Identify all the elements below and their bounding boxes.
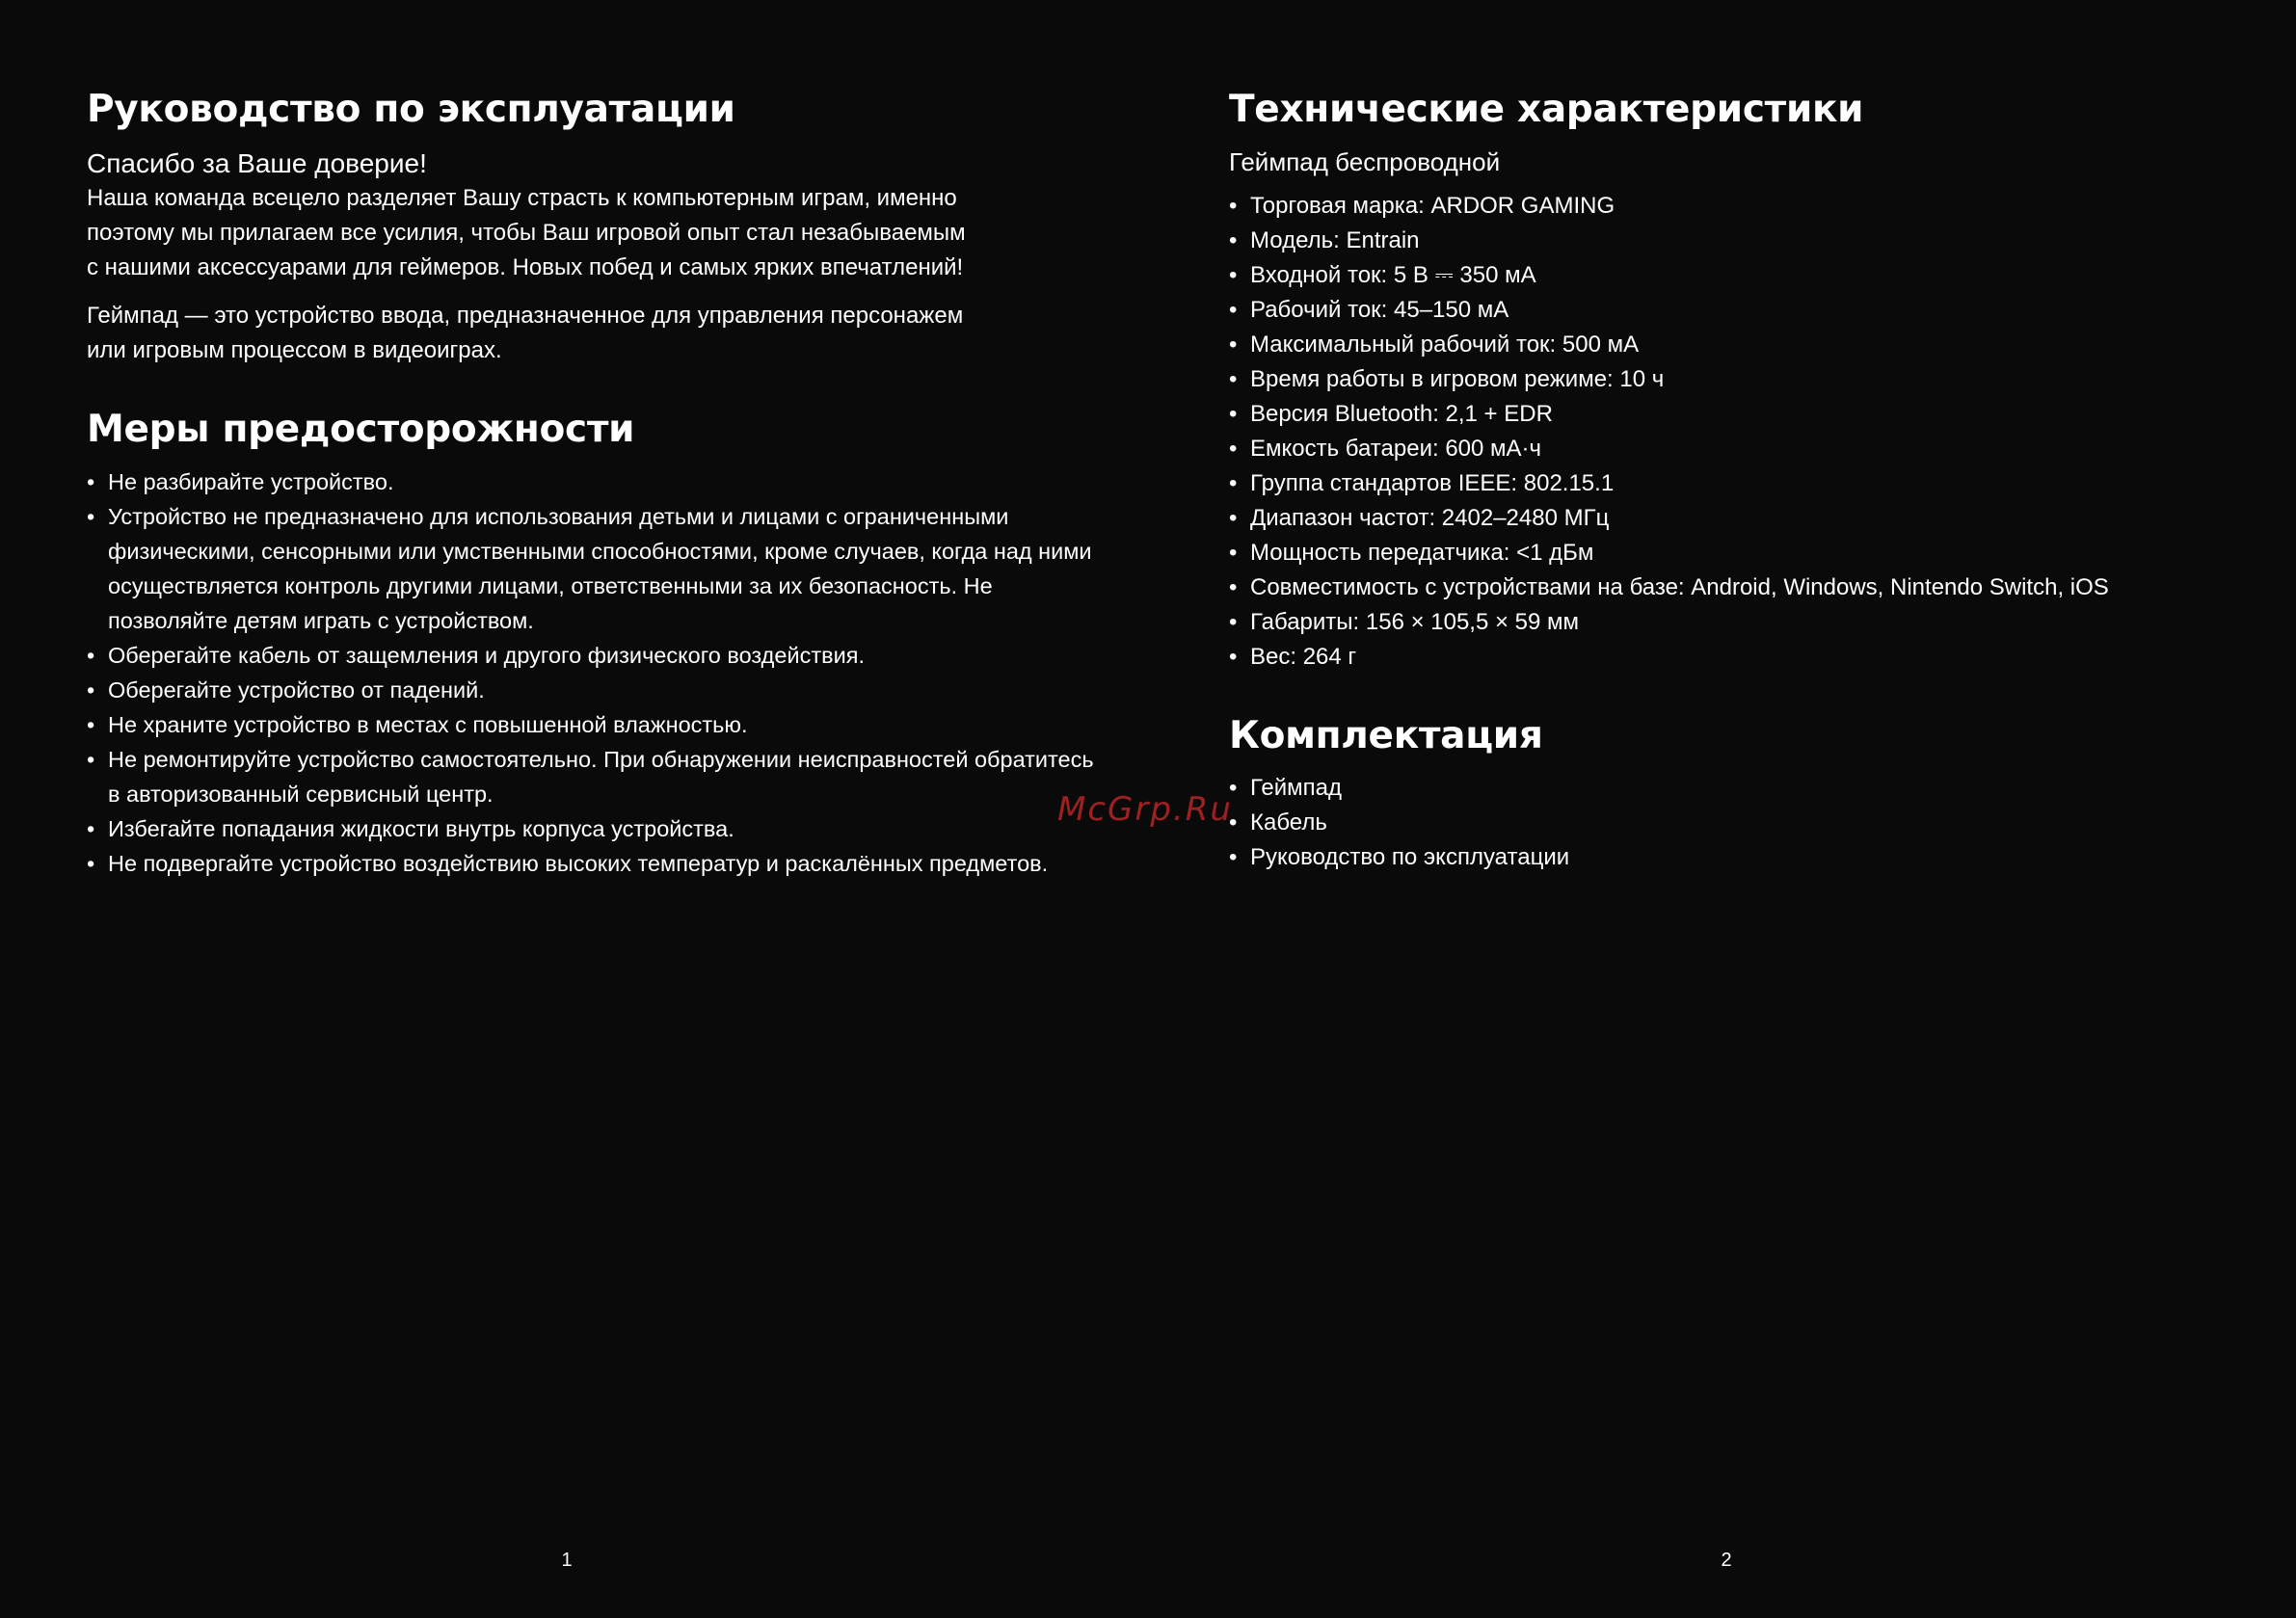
right-page-content: [1229, 85, 2270, 875]
left-page-content: [87, 85, 1108, 881]
spec-item: • Входной ток: 5 В ⎓ 350 мА: [1229, 258, 2270, 293]
spec-item: • Габариты: 156 × 105,5 × 59 мм: [1229, 605, 2270, 640]
greeting: Спасибо за Ваше доверие!: [87, 148, 427, 178]
package-list: [1229, 771, 2270, 875]
precautions-list: [87, 464, 1108, 881]
precaution-item: • Избегайте попадания жидкости внутрь корпуса устройства.: [87, 811, 1108, 846]
specs-title: Технические характеристики: [1229, 88, 1864, 131]
spec-item: • Максимальный рабочий ток: 500 мА: [1229, 328, 2270, 362]
intro-line: Наша команда всецело разделяет Вашу страсть к компьютерным играм, именно: [87, 185, 957, 211]
package-item: • Руководство по эксплуатации: [1229, 840, 2270, 875]
precaution-item: • Не подвергайте устройство воздействию высоких температур и раскалённых предметов.: [87, 846, 1108, 881]
precaution-item: • Не разбирайте устройство.: [87, 464, 1108, 499]
spec-item: • Рабочий ток: 45–150 мА: [1229, 293, 2270, 328]
precautions-title: Меры предосторожности: [87, 408, 635, 451]
manual-title: Руководство по эксплуатации: [87, 88, 735, 131]
spec-item: • Время работы в игровом режиме: 10 ч: [1229, 362, 2270, 397]
intro-line: поэтому мы прилагаем все усилия, чтобы Ваш игровой опыт стал незабываемым: [87, 220, 966, 246]
intro-paragraph: [87, 181, 1108, 285]
package-item: • Геймпад: [1229, 771, 2270, 806]
precaution-item: • Оберегайте кабель от защемления и другого физического воздействия.: [87, 638, 1108, 673]
description-line: или игровым процессом в видеоиграх.: [87, 337, 502, 363]
spec-item: • Группа стандартов IEEE: 802.15.1: [1229, 466, 2270, 501]
precaution-item: • Устройство не предназначено для использования детьми и лицами с ограниченными физическими, сенсорными или умственными способностями, кроме случаев, когда над ними осуществляется контроль другими лицами, ответственными за их безопасность. Не позволяйте детям играть с устройством.: [87, 499, 1108, 638]
precaution-item: • Не ремонтируйте устройство самостоятельно. При обнаружении неисправностей обратитесь в авторизованный сервисный центр.: [87, 742, 1108, 811]
precaution-item: • Не храните устройство в местах с повышенной влажностью.: [87, 707, 1108, 742]
package-item: • Кабель: [1229, 806, 2270, 840]
page-number: 2: [1721, 1550, 1732, 1571]
description-paragraph: [87, 299, 1108, 368]
spec-item: • Модель: Entrain: [1229, 224, 2270, 258]
description-line: Геймпад — это устройство ввода, предназначенное для управления персонажем: [87, 303, 964, 329]
specs-subtitle: Геймпад беспроводной: [1229, 147, 1501, 176]
spec-item: • Торговая марка: ARDOR GAMING: [1229, 189, 2270, 224]
watermark: McGrp.Ru: [1057, 790, 1233, 829]
package-title: Комплектация: [1229, 714, 1543, 757]
spec-item: • Вес: 264 г: [1229, 640, 2270, 675]
page-number: 1: [561, 1550, 573, 1571]
intro-line: с нашими аксессуарами для геймеров. Новых побед и самых ярких впечатлений!: [87, 254, 964, 280]
right-page: [1148, 0, 2296, 1618]
spec-item: • Мощность передатчика: <1 дБм: [1229, 536, 2270, 570]
spec-item: • Версия Bluetooth: 2,1 + EDR: [1229, 397, 2270, 432]
spec-item: • Емкость батареи: 600 мА·ч: [1229, 432, 2270, 466]
precaution-item: • Оберегайте устройство от падений.: [87, 673, 1108, 707]
spec-item: • Диапазон частот: 2402–2480 МГц: [1229, 501, 2270, 536]
specs-list: [1229, 189, 2270, 675]
spec-item: • Совместимость с устройствами на базе: Android, Windows, Nintendo Switch, iOS: [1229, 570, 2270, 605]
